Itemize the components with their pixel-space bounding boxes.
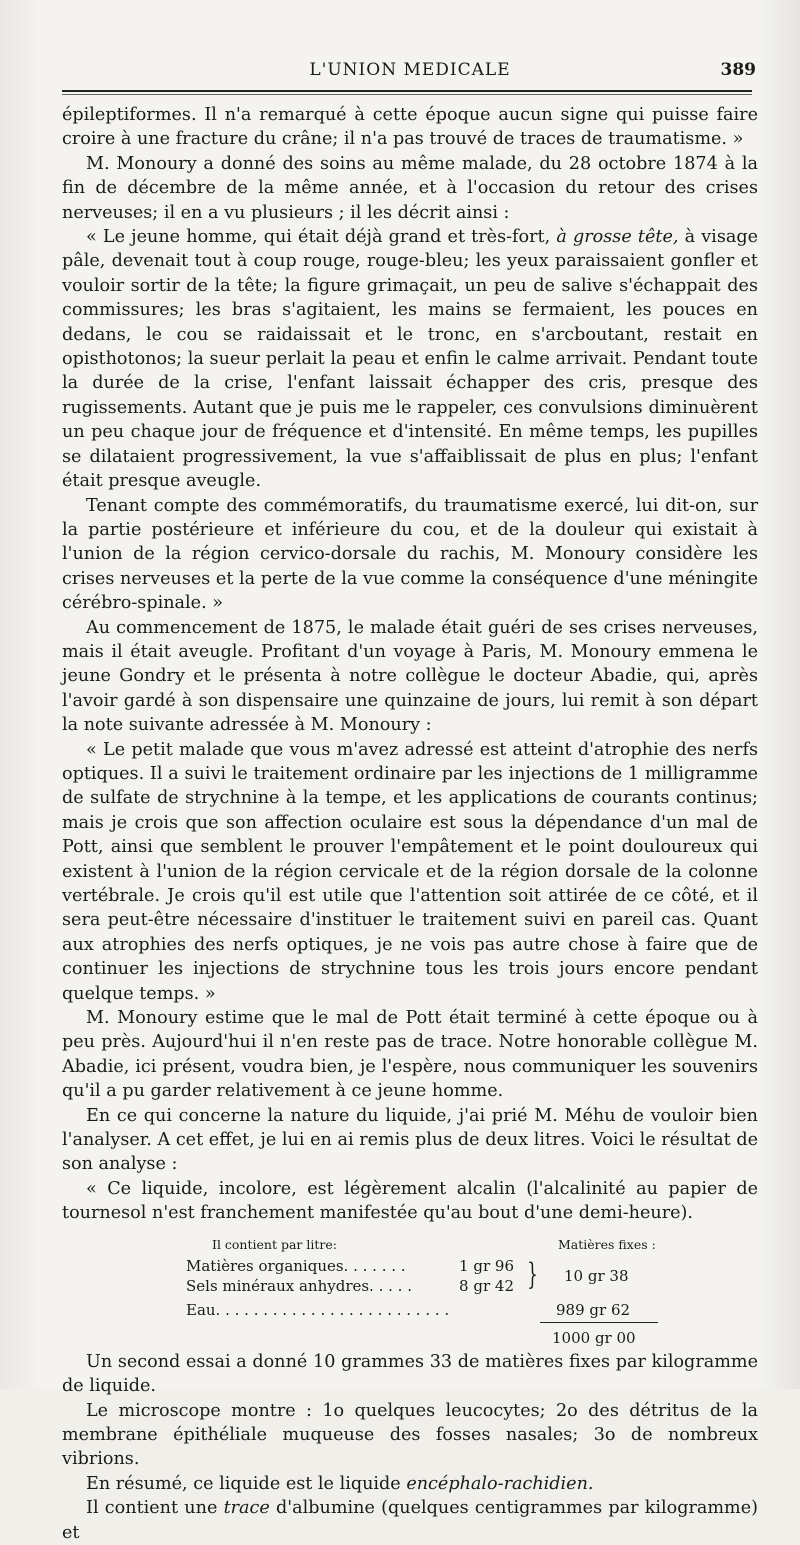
table-header-left: Il contient par litre: [212, 1236, 337, 1252]
paragraph: « Le petit malade que vous m'avez adressé est atteint d'atrophie des nerfs optiques. Il a suivi le traitement ordinaire par les injections de 1 milligramme de sulfate de strychnine à la tempe, et les applications de courants continus; mais je crois que son affection oculaire est sous la dépendance d'un mal de Pott, ainsi que semblent le prouver l'empâtement et le point douloureux qui existent à l'union de la région cervicale et de la région dorsale de la colonne vertébrale. Je crois qu'il est utile que l'attention soit attirée de ce côté, et il sera peut-être nécessaire d'instituer le traitement suivi en pareil cas. Quant aux atrophies des nerfs optiques, je ne vois pas autre chose à faire que de continuer les injections de strychnine tous les trois jours encore pendant quelque temps. » [62, 739, 758, 1004]
table-header-right: Matières fixes : [558, 1236, 656, 1252]
body-text [62, 103, 758, 1545]
paragraph: Le microscope montre : 1o quelques leucocytes; 2o des détritus de la membrane épithéliale muqueuse des fosses nasales; 3o de nombreux vibrions. [62, 1400, 758, 1470]
row-label: Matières organiques. . . . . . . [186, 1256, 406, 1275]
paragraph: Tenant compte des commémoratifs, du traumatisme exercé, lui dit-on, sur la partie postérieure et inférieure du cou, et de la douleur qui existait à l'union de la région cervico-dorsale du rachis, M. Monoury considère les crises nerveuses et la perte de la vue comme la conséquence d'une méningite cérébro-spinale. » [62, 495, 758, 614]
text-run: Il contient une [86, 1498, 218, 1519]
italic-phrase: encéphalo-rachidien. [406, 1473, 594, 1494]
paragraph: épileptiformes. Il n'a remarqué à cette époque aucun signe qui puisse faire croire à une fracture du crâne; il n'a pas trouvé de traces de traumatisme. » [62, 105, 758, 150]
brace-symbol: } [527, 1256, 538, 1292]
paragraph: En ce qui concerne la nature du liquide, j'ai prié M. Méhu de vouloir bien l'analyser. A cet effet, je lui en ai remis plus de deux litres. Voici le résultat de son analyse : [62, 1105, 758, 1175]
table-total: 1000 gr 00 [552, 1328, 636, 1347]
paragraph: M. Monoury estime que le mal de Pott était terminé à cette époque ou à peu près. Aujourd'hui il n'en reste pas de trace. Notre honorable collègue M. Abadie, ici présent, voudra bien, je l'espère, nous communiquer les souvenirs qu'il a pu garder relativement à ce jeune homme. [62, 1008, 758, 1102]
table-row [186, 1274, 536, 1296]
table-row [186, 1254, 536, 1276]
journal-title: L'UNION MEDICALE [309, 60, 511, 80]
analysis-table [62, 1230, 758, 1347]
header-rule [62, 90, 752, 92]
row-label: Sels minéraux anhydres. . . . . [186, 1276, 412, 1295]
fixed-subtotal: 10 gr 38 [564, 1266, 629, 1285]
text-run: « Le jeune homme, qui était déjà grand et très-fort, [86, 227, 551, 248]
paragraph: M. Monoury a donné des soins au même malade, du 28 octobre 1874 à la fin de décembre de la même année, et à l'occasion du retour des crises nerveuses; il en a vu plusieurs ; il les décrit ainsi : [62, 153, 758, 223]
row-value: 989 gr 62 [556, 1300, 631, 1319]
header-rule-thin [62, 94, 752, 95]
paragraph: « Ce liquide, incolore, est légèrement alcalin (l'alcalinité au papier de tournesol n'est franchement manifestée qu'au bout d'une demi-heure). [62, 1178, 758, 1224]
paragraph [62, 225, 758, 493]
page-number: 389 [720, 60, 756, 80]
row-label: Eau. . . . . . . . . . . . . . . . . . . . . . . . . [186, 1300, 450, 1319]
text-run: à visage pâle, devenait tout à coup rouge, rouge-bleu; les yeux paraissaient gonfler et vouloir sortir de la tête; la figure grimaçait, un peu de salive s'échappait des commissures; les bras s'agitaient, les mains se fermaient, les pouces en dedans, le cou se raidaissait et le tronc, en s'arcboutant, restait en opisthotonos; la sueur perlait la peau et enfin le calme arrivait. Pendant toute la durée de la crise, l'enfant laissait échapper des cris, presque des rugissements. Autant que je puis me le rappeler, ces convulsions diminuèrent un peu chaque jour de fréquence et d'intensité. En même temps, les pupilles se dilataient progressivement, la vue s'affaiblissait de plus en plus; l'enfant était presque aveugle. [62, 227, 759, 492]
italic-phrase: trace [223, 1498, 270, 1519]
running-header [62, 58, 758, 86]
text-run: d'albumine (quelques centigrammes par kilogramme) et [62, 1498, 759, 1543]
paragraph [62, 1496, 758, 1545]
paragraph [62, 1472, 758, 1496]
paragraph: Au commencement de 1875, le malade était guéri de ses crises nerveuses, mais il était aveugle. Profitant d'un voyage à Paris, M. Monoury emmena le jeune Gondry et le présenta à notre collègue le docteur Abadie, qui, après l'avoir gardé à son dispensaire une quinzaine de jours, lui remit à son départ la note suivante adressée à M. Monoury : [62, 617, 758, 736]
row-value: 8 gr 42 [459, 1276, 514, 1295]
sum-rule [540, 1322, 658, 1323]
italic-phrase: à grosse tête, [556, 227, 679, 248]
row-value: 1 gr 96 [459, 1256, 514, 1275]
text-run: En résumé, ce liquide est le liquide [86, 1473, 401, 1494]
paragraph: Un second essai a donné 10 grammes 33 de matières fixes par kilogramme de liquide. [62, 1351, 758, 1397]
